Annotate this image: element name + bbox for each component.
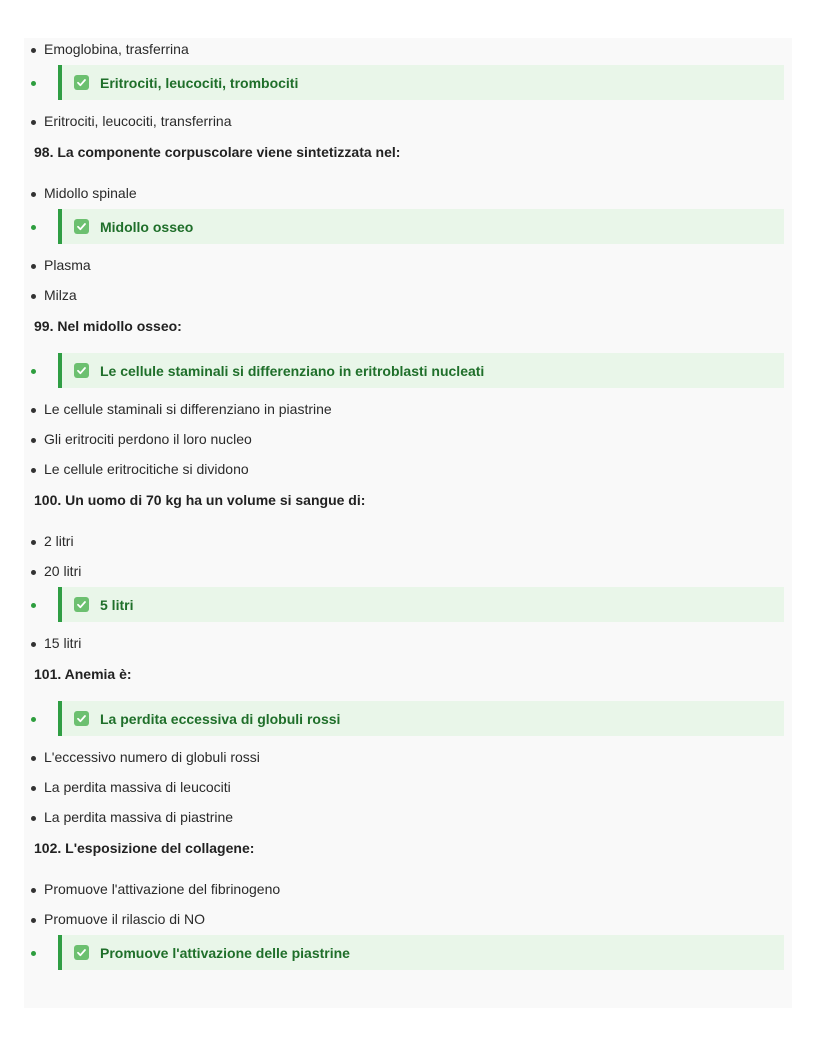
question-title: 99. Nel midollo osseo: <box>34 318 182 334</box>
answer-option <box>24 112 792 131</box>
answer-option-label: 2 litri <box>44 533 74 549</box>
answer-option <box>24 634 792 653</box>
bullet-icon <box>31 120 36 125</box>
answer-option-label: L'eccessivo numero di globuli rossi <box>44 749 260 765</box>
bullet-icon <box>31 408 36 413</box>
answer-option-label: Promuove l'attivazione del fibrinogeno <box>44 881 281 897</box>
question-block <box>24 839 792 971</box>
answer-option-label: Le cellule eritrocitiche si dividono <box>44 461 249 477</box>
bullet-icon <box>31 918 36 923</box>
correct-answer-label: Midollo osseo <box>100 219 194 235</box>
correct-answer-highlight <box>58 935 784 970</box>
correct-answer-highlight <box>58 587 784 622</box>
correct-answer-label: Promuove l'attivazione delle piastrine <box>100 945 350 961</box>
correct-answer <box>24 935 792 971</box>
bullet-icon <box>31 603 36 608</box>
answer-option <box>24 880 792 899</box>
answer-option-label: 20 litri <box>44 563 82 579</box>
answer-option <box>24 256 792 275</box>
bullet-icon <box>31 192 36 197</box>
bullet-icon <box>31 642 36 647</box>
question-title: 98. La componente corpuscolare viene sintetizzata nel: <box>34 144 401 160</box>
answer-list <box>24 880 792 971</box>
bullet-icon <box>31 468 36 473</box>
answer-list <box>24 532 792 653</box>
answer-list <box>24 353 792 479</box>
answer-option-label: Emoglobina, trasferrina <box>44 41 189 57</box>
bullet-icon <box>31 438 36 443</box>
answer-option-label: La perdita massiva di piastrine <box>44 809 234 825</box>
question-title: 100. Un uomo di 70 kg ha un volume si sangue di: <box>34 492 366 508</box>
checkbox-checked-icon <box>74 945 89 960</box>
answer-option <box>24 562 792 581</box>
answer-option-label: Promuove il rilascio di NO <box>44 911 206 927</box>
bullet-icon <box>31 264 36 269</box>
checkbox-checked-icon <box>74 363 89 378</box>
answer-option <box>24 748 792 767</box>
bullet-icon <box>31 81 36 86</box>
answer-option <box>24 40 792 59</box>
answer-option-label: Midollo spinale <box>44 185 137 201</box>
answer-option-label: Plasma <box>44 257 91 273</box>
answer-option-label: Milza <box>44 287 77 303</box>
correct-answer <box>24 587 792 623</box>
answer-option <box>24 286 792 305</box>
correct-answer-label: La perdita eccessiva di globuli rossi <box>100 711 341 727</box>
answer-option-label: Eritrociti, leucociti, transferrina <box>44 113 232 129</box>
correct-answer <box>24 65 792 101</box>
answer-list <box>24 701 792 827</box>
bullet-icon <box>31 369 36 374</box>
correct-answer-label: Le cellule staminali si differenziano in eritroblasti nucleati <box>100 363 485 379</box>
answer-option <box>24 460 792 479</box>
answer-option <box>24 778 792 797</box>
answer-option <box>24 910 792 929</box>
question-block <box>24 491 792 653</box>
correct-answer-label: 5 litri <box>100 597 134 613</box>
correct-answer <box>24 353 792 389</box>
question-block <box>24 143 792 305</box>
correct-answer-highlight <box>58 353 784 388</box>
question-title: 101. Anemia è: <box>34 666 132 682</box>
bullet-icon <box>31 294 36 299</box>
bullet-icon <box>31 816 36 821</box>
bullet-icon <box>31 786 36 791</box>
correct-answer-highlight <box>58 701 784 736</box>
answer-option <box>24 808 792 827</box>
question-title: 102. L'esposizione del collagene: <box>34 840 255 856</box>
answer-option <box>24 532 792 551</box>
checkbox-checked-icon <box>74 75 89 90</box>
checkbox-checked-icon <box>74 711 89 726</box>
answer-option <box>24 184 792 203</box>
answer-list <box>24 184 792 305</box>
bullet-icon <box>31 225 36 230</box>
answer-option-label: Le cellule staminali si differenziano in piastrine <box>44 401 332 417</box>
question-block <box>24 317 792 479</box>
answer-option <box>24 430 792 449</box>
question-block <box>24 665 792 827</box>
bullet-icon <box>31 48 36 53</box>
bullet-icon <box>31 540 36 545</box>
correct-answer <box>24 701 792 737</box>
bullet-icon <box>31 717 36 722</box>
answer-option-label: La perdita massiva di leucociti <box>44 779 231 795</box>
answer-option-label: Gli eritrociti perdono il loro nucleo <box>44 431 252 447</box>
correct-answer-highlight <box>58 65 784 100</box>
checkbox-checked-icon <box>74 219 89 234</box>
bullet-icon <box>31 888 36 893</box>
correct-answer-label: Eritrociti, leucociti, trombociti <box>100 75 299 91</box>
bullet-icon <box>31 570 36 575</box>
quiz-content <box>24 38 792 982</box>
bullet-icon <box>31 951 36 956</box>
answer-option <box>24 400 792 419</box>
answer-option-label: 15 litri <box>44 635 82 651</box>
correct-answer-highlight <box>58 209 784 244</box>
correct-answer <box>24 209 792 245</box>
bullet-icon <box>31 756 36 761</box>
answer-list <box>24 38 792 131</box>
checkbox-checked-icon <box>74 597 89 612</box>
